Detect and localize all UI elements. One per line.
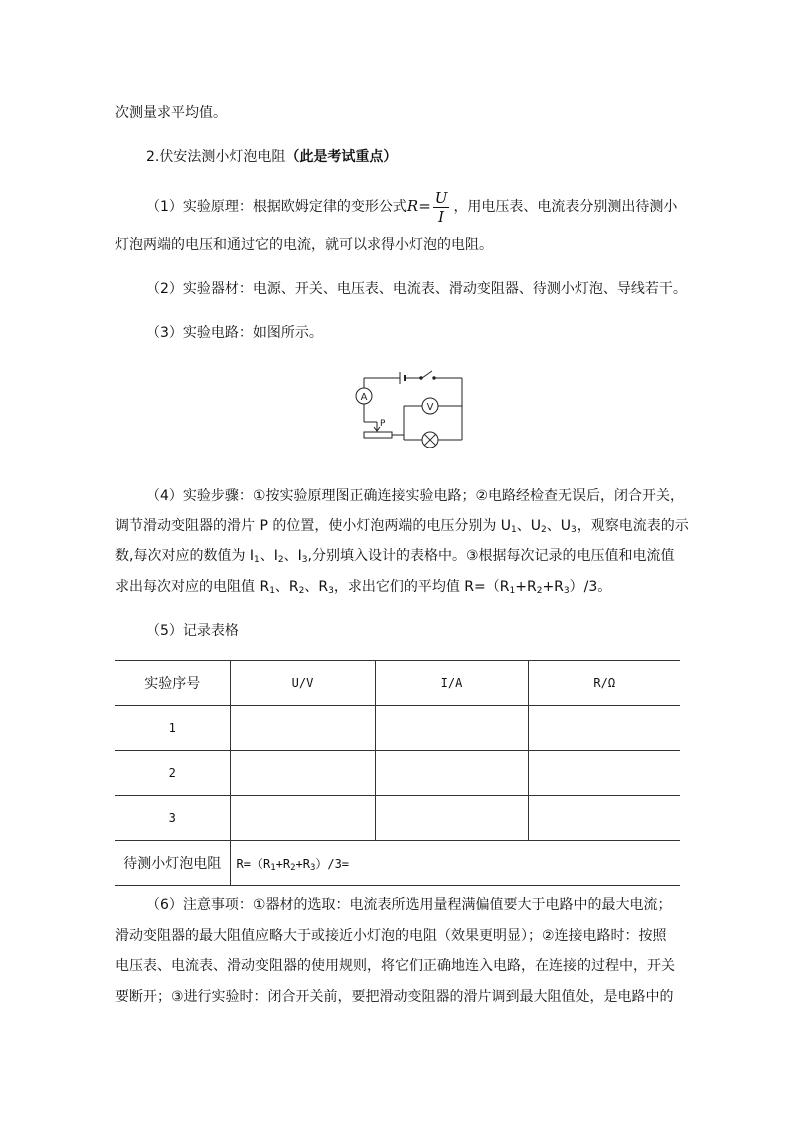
fraction-numerator: U (434, 188, 448, 207)
table-cell (528, 706, 680, 751)
text: +R (542, 579, 564, 595)
text: ）/3= (315, 856, 350, 871)
subscript: 3 (328, 586, 334, 596)
text: 调节滑动变阻器的滑片 P 的位置，使小灯泡两端的电压分别为 U (115, 518, 512, 534)
table-cell: 2 (115, 751, 230, 796)
principle-line-2 (115, 235, 493, 255)
summary-formula-cell (230, 841, 680, 886)
header-cell: R/Ω (528, 661, 680, 706)
text: （6）注意事项：①器材的选取：电流表所选用量程满偏值要大于电路中的最大电流； (146, 897, 672, 913)
text: 次测量求平均值。 (115, 105, 227, 121)
text: ，观察电流表的示 (576, 518, 689, 534)
table-cell (230, 751, 375, 796)
text: ,分别填入设计的表格中。③根据每次记录的电压值和电流值 (307, 548, 675, 564)
text: R=（R (236, 856, 271, 871)
text: 、U (516, 518, 542, 534)
table-row (115, 706, 680, 751)
subscript: 1 (509, 586, 516, 596)
text: 滑动变阻器的最大阻值应略大于或接近小灯泡的电阻（效果更明显）；②连接电路时：按照 (115, 928, 667, 944)
subscript: 3 (309, 862, 316, 873)
table-cell (375, 706, 528, 751)
table-cell (528, 796, 680, 841)
table-cell: 3 (115, 796, 230, 841)
table-cell (230, 796, 375, 841)
paragraph-continuation (115, 103, 227, 123)
subscript: 2 (290, 862, 296, 873)
steps-line-3 (115, 546, 675, 566)
formula-fraction (433, 189, 450, 226)
subscript: 1 (269, 586, 275, 596)
text: +R (515, 579, 537, 595)
equipment-line (146, 279, 687, 299)
table-cell: 1 (115, 706, 230, 751)
text: ，求出它们的平均值 R=（R (333, 579, 510, 595)
principle-line-1 (146, 186, 677, 227)
rheostat-icon (364, 432, 392, 438)
notes-line-2 (115, 926, 667, 946)
notes-line-1 (146, 895, 671, 915)
notes-line-4 (115, 987, 674, 1007)
subscript: 1 (254, 555, 260, 565)
record-table (115, 660, 680, 886)
section-heading (146, 147, 397, 167)
steps-line-1 (146, 486, 684, 506)
fraction-denominator: I (438, 207, 445, 226)
text: 、U (546, 518, 572, 534)
steps-line-4 (115, 577, 611, 597)
formula-r: R (406, 197, 419, 215)
text: 求出每次对应的电阻值 R (115, 579, 270, 595)
table-summary-row (115, 841, 680, 886)
text: 、I (283, 548, 302, 564)
ammeter-label: A (360, 392, 368, 403)
notes-line-3 (115, 956, 675, 976)
circuit-line (146, 323, 323, 343)
text: （2）实验器材：电源、开关、电压表、电流表、滑动变阻器、待测小灯泡、导线若干。 (146, 281, 687, 297)
table-cell (230, 706, 375, 751)
subscript: 3 (571, 525, 577, 535)
subscript: 1 (511, 525, 517, 535)
text: （3）实验电路：如图所示。 (146, 325, 323, 341)
slider-label: P (380, 419, 386, 429)
text: 数,每次对应的数值为 I (115, 548, 255, 564)
text: 电压表、电流表、滑动变阻器的使用规则，将它们正确地连入电路，在连接的过程中，开关 (115, 958, 675, 974)
text: ，用电压表、电流表分别测出待测小 (453, 199, 678, 215)
header-cell: U/V (230, 661, 375, 706)
subscript: 2 (536, 586, 543, 596)
text: 要断开；③进行实验时：闭合开关前，要把滑动变阻器的滑片调到最大阻值处，是电路中的 (115, 989, 674, 1005)
heading-text: 2.伏安法测小灯泡电阻 (146, 149, 286, 165)
table-cell (375, 751, 528, 796)
voltmeter-label: V (426, 402, 434, 413)
subscript: 2 (277, 555, 284, 565)
text: （5）记录表格 (146, 623, 239, 639)
steps-line-2 (115, 516, 689, 536)
table-row (115, 796, 680, 841)
text: +R (275, 856, 291, 871)
text: 、R (304, 579, 329, 595)
heading-emphasis: （此是考试重点） (285, 149, 398, 165)
text: （4）实验步骤：①按实验原理图正确连接实验电路；②电路经检查无误后，闭合开关， (146, 488, 685, 504)
table-cell (528, 751, 680, 796)
summary-label-cell: 待测小灯泡电阻 (115, 841, 230, 886)
subscript: 3 (563, 586, 570, 596)
text: （1）实验原理：根据欧姆定律的变形公式 (146, 199, 407, 215)
table-cell (375, 796, 528, 841)
switch-blade (422, 371, 432, 378)
subscript: 2 (298, 586, 305, 596)
header-cell: 实验序号 (115, 661, 230, 706)
table-row (115, 751, 680, 796)
text: 、I (259, 548, 278, 564)
text: ）/3。 (569, 579, 612, 595)
subscript: 3 (301, 555, 308, 565)
table-header-row (115, 661, 680, 706)
header-cell: I/A (375, 661, 528, 706)
text: 、R (274, 579, 299, 595)
circuit-diagram (350, 368, 470, 448)
text: +R (295, 856, 310, 871)
text: 灯泡两端的电压和通过它的电流，就可以求得小灯泡的电阻。 (115, 237, 493, 253)
table-caption (146, 621, 239, 641)
formula-eq: = (418, 197, 431, 215)
subscript: 2 (541, 525, 547, 535)
subscript: 1 (270, 862, 276, 873)
